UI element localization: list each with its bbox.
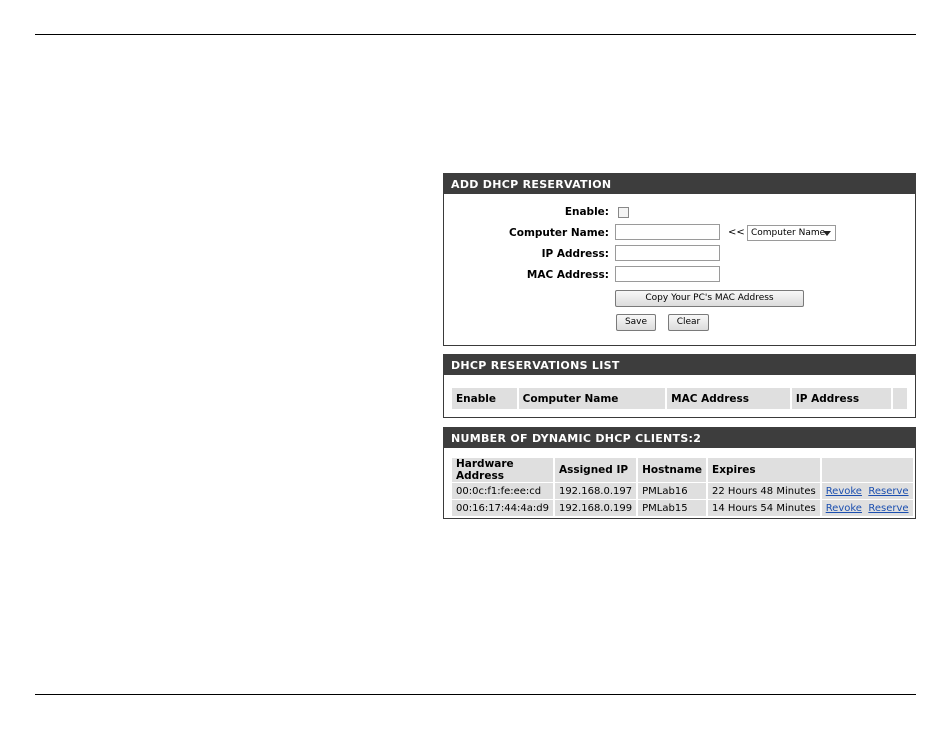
table-row: [452, 483, 914, 500]
expires-cell: 14 Hours 54 Minutes: [707, 500, 821, 517]
enable-checkbox[interactable]: [618, 207, 629, 218]
add-dhcp-reservation-panel: [443, 173, 916, 346]
save-button[interactable]: Save: [616, 314, 656, 331]
column-assigned-ip: Assigned IP: [554, 458, 637, 483]
panel-title: DHCP RESERVATIONS LIST: [443, 354, 916, 375]
computer-name-select-value: Computer Name: [751, 228, 826, 238]
column-hardware-address: Hardware Address: [452, 458, 554, 483]
column-hostname: Hostname: [637, 458, 707, 483]
revoke-link[interactable]: Revoke: [825, 502, 862, 514]
enable-label: Enable:: [564, 206, 609, 218]
assigned-ip-cell: 192.168.0.199: [554, 500, 637, 517]
ip-address-row: [444, 245, 917, 263]
reserve-link[interactable]: Reserve: [868, 502, 909, 514]
revoke-link[interactable]: Revoke: [825, 485, 862, 497]
bottom-divider: [35, 694, 916, 695]
chevron-down-icon: [823, 231, 831, 236]
mac-address-input[interactable]: [615, 266, 720, 282]
computer-name-row: [444, 224, 917, 242]
hostname-cell: PMLab16: [637, 483, 707, 500]
column-expires: Expires: [707, 458, 821, 483]
copy-arrows: <<: [728, 227, 745, 238]
enable-row: [444, 203, 917, 221]
clear-button[interactable]: Clear: [668, 314, 709, 331]
mac-address-label: MAC Address:: [526, 269, 609, 281]
computer-name-input[interactable]: [615, 224, 720, 240]
ip-address-input[interactable]: [615, 245, 720, 261]
reserve-link[interactable]: Reserve: [868, 485, 909, 497]
assigned-ip-cell: 192.168.0.197: [554, 483, 637, 500]
table-header-row: [452, 388, 908, 409]
actions-cell: [821, 500, 914, 517]
actions-cell: [821, 483, 914, 500]
column-actions: [821, 458, 914, 483]
dhcp-reservations-list-panel: [443, 354, 916, 418]
hardware-address-cell: 00:16:17:44:4a:d9: [452, 500, 554, 517]
dynamic-dhcp-clients-panel: [443, 427, 916, 519]
expires-cell: 22 Hours 48 Minutes: [707, 483, 821, 500]
column-mac-address: MAC Address: [666, 388, 791, 409]
hostname-cell: PMLab15: [637, 500, 707, 517]
panel-title: NUMBER OF DYNAMIC DHCP CLIENTS:2: [443, 427, 916, 448]
copy-mac-address-button[interactable]: Copy Your PC's MAC Address: [615, 290, 804, 307]
column-enable: Enable: [452, 388, 518, 409]
column-ip-address: IP Address: [791, 388, 892, 409]
ip-address-label: IP Address:: [541, 248, 609, 260]
computer-name-select[interactable]: [747, 225, 836, 241]
computer-name-label: Computer Name:: [509, 227, 609, 239]
table-row: [452, 500, 914, 517]
dynamic-clients-table: [452, 458, 915, 516]
table-header-row: [452, 458, 914, 483]
panel-title: ADD DHCP RESERVATION: [443, 173, 916, 194]
column-computer-name: Computer Name: [518, 388, 666, 409]
hardware-address-cell: 00:0c:f1:fe:ee:cd: [452, 483, 554, 500]
reservations-table: [452, 388, 909, 409]
top-divider: [35, 34, 916, 35]
mac-address-row: [444, 266, 917, 284]
column-actions: [892, 388, 908, 409]
